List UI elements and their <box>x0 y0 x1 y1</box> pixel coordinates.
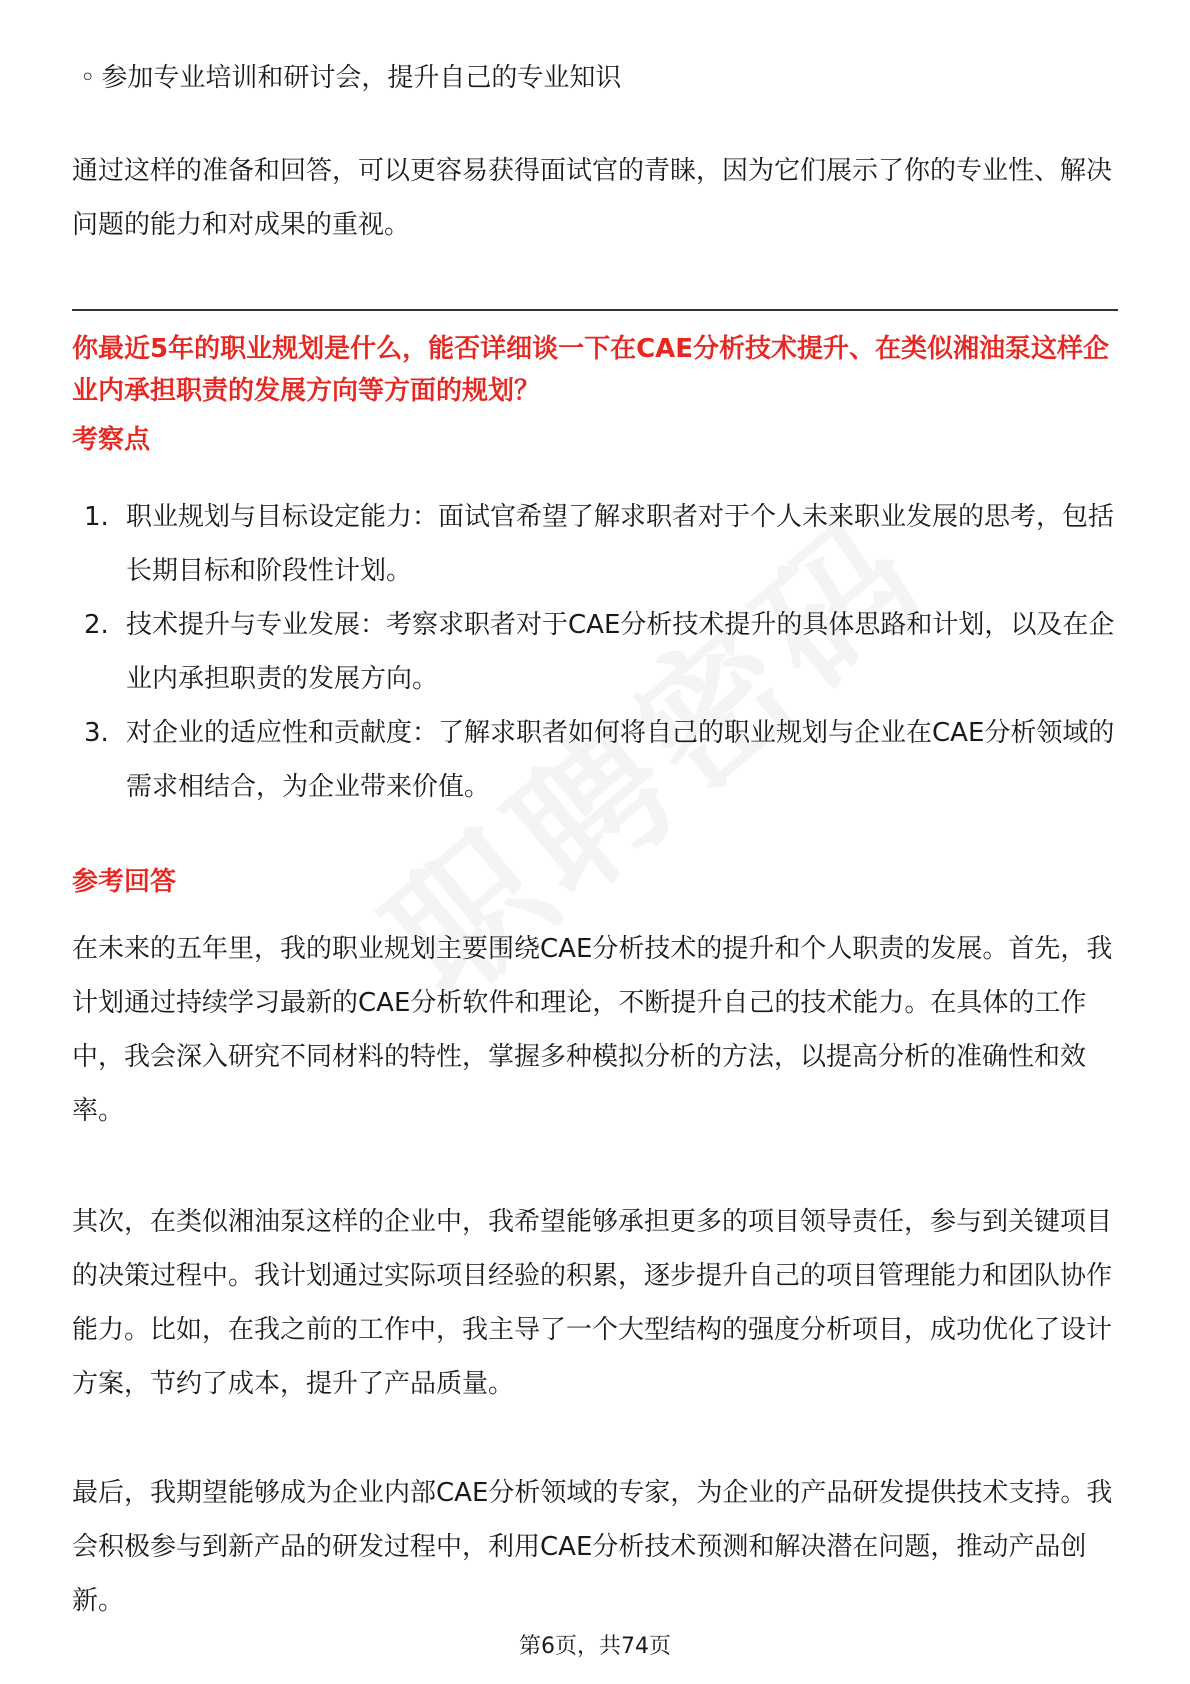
list-item-text: 职业规划与目标设定能力：面试官希望了解求职者对于个人未来职业发展的思考，包括长期目标和阶段性计划。 <box>126 502 1115 586</box>
answer-paragraph-1: 在未来的五年里，我的职业规划主要围绕CAE分析技术的提升和个人职责的发展。首先，我计划通过持续学习最新的CAE分析软件和理论，不断提升自己的技术能力。在具体的工作中，我会深入研究不同材料的特性，掌握多种模拟分析的方法，以提高分析的准确性和效率。 <box>72 934 1113 1126</box>
list-item <box>72 706 1118 814</box>
list-item-text: 技术提升与专业发展：考察求职者对于CAE分析技术提升的具体思路和计划，以及在企业内承担职责的发展方向。 <box>126 610 1115 694</box>
list-number: 1. <box>84 502 109 532</box>
examination-title: 考察点 <box>72 425 151 455</box>
examination-list <box>72 490 1118 814</box>
list-item-text: 对企业的适应性和贡献度：了解求职者如何将自己的职业规划与企业在CAE分析领域的需求相结合，为企业带来价值。 <box>126 718 1115 802</box>
sub-bullet-text: 参加专业培训和研讨会，提升自己的专业知识 <box>101 63 622 93</box>
section-divider <box>72 309 1118 311</box>
intro-paragraph: 通过这样的准备和回答，可以更容易获得面试官的青睐，因为它们展示了你的专业性、解决问题的能力和对成果的重视。 <box>72 156 1113 240</box>
list-item <box>72 490 1118 598</box>
answer-paragraph-2: 其次，在类似湘油泵这样的企业中，我希望能够承担更多的项目领导责任，参与到关键项目的决策过程中。我计划通过实际项目经验的积累，逐步提升自己的项目管理能力和团队协作能力。比如，在我之前的工作中，我主导了一个大型结构的强度分析项目，成功优化了设计方案，节约了成本，提升了产品质量。 <box>72 1207 1113 1399</box>
sub-bullet-item <box>80 60 621 96</box>
hollow-bullet-icon: ◦ <box>80 63 96 93</box>
list-number: 3. <box>84 718 109 748</box>
list-item <box>72 598 1118 706</box>
page-number-footer: 第6页，共74页 <box>519 1634 671 1659</box>
answer-paragraph-3: 最后，我期望能够成为企业内部CAE分析领域的专家，为企业的产品研发提供技术支持。我会积极参与到新产品的研发过程中，利用CAE分析技术预测和解决潜在问题，推动产品创新。 <box>72 1478 1113 1616</box>
reference-title: 参考回答 <box>72 867 177 897</box>
list-number: 2. <box>84 610 109 640</box>
question-heading: 你最近5年的职业规划是什么，能否详细谈一下在CAE分析技术提升、在类似湘油泵这样企业内承担职责的发展方向等方面的规划？ <box>72 334 1110 406</box>
